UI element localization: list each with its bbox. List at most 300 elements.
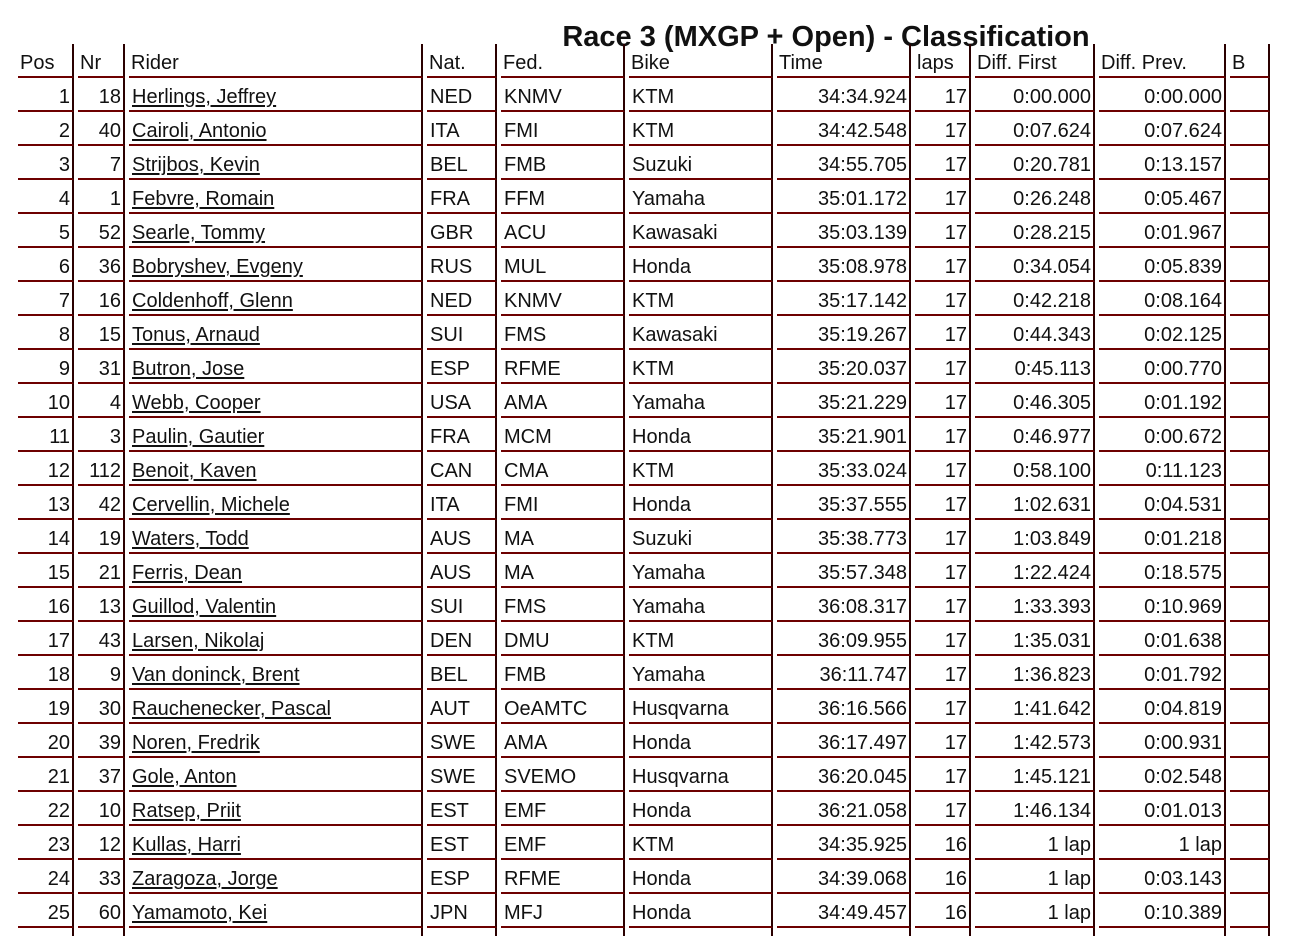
cell-best: [1230, 690, 1270, 724]
cell-best: [1230, 724, 1270, 758]
cell-fed: FMS: [501, 588, 625, 622]
cell-best: [1230, 146, 1270, 180]
cell-time: 35:19.267: [777, 316, 911, 350]
header-time: Time: [777, 44, 911, 78]
rider-link[interactable]: Gole, Anton: [132, 766, 237, 788]
cell-bike: Honda: [629, 724, 773, 758]
cell-bike: Suzuki: [629, 146, 773, 180]
cell-diff-first: 0:45.113: [975, 350, 1095, 384]
cell-time: 34:42.548: [777, 112, 911, 146]
cell-nr: 18: [78, 78, 125, 112]
cell-rider: [129, 622, 423, 656]
cell-diff-prev: [1099, 928, 1226, 936]
cell-diff-first: 1:22.424: [975, 554, 1095, 588]
rider-link[interactable]: Larsen, Nikolaj: [132, 630, 265, 652]
cell-diff-prev: 0:10.969: [1099, 588, 1226, 622]
cell-nr: 3: [78, 418, 125, 452]
table-row: [18, 656, 1270, 690]
rider-link[interactable]: Strijbos, Kevin: [132, 154, 260, 176]
cell-laps: 17: [915, 146, 971, 180]
cell-laps: 17: [915, 690, 971, 724]
cell-fed: FFM: [501, 180, 625, 214]
cell-bike: Husqvarna: [629, 758, 773, 792]
cell-pos: 7: [18, 282, 74, 316]
cell-diff-first: [975, 928, 1095, 936]
cell-pos: 8: [18, 316, 74, 350]
cell-nat: NED: [427, 78, 497, 112]
cell-nr: 1: [78, 180, 125, 214]
cell-laps: 17: [915, 622, 971, 656]
cell-nr: 112: [78, 452, 125, 486]
rider-link[interactable]: Noren, Fredrik: [132, 732, 260, 754]
cell-nr: 15: [78, 316, 125, 350]
cell-bike: [629, 928, 773, 936]
cell-nat: SWE: [427, 758, 497, 792]
cell-diff-first: 1 lap: [975, 894, 1095, 928]
header-rider: Rider: [129, 44, 423, 78]
cell-nat: GBR: [427, 214, 497, 248]
cell-rider: [129, 316, 423, 350]
cell-nr: [78, 928, 125, 936]
cell-diff-prev: 0:13.157: [1099, 146, 1226, 180]
cell-pos: 15: [18, 554, 74, 588]
cell-laps: 16: [915, 826, 971, 860]
cell-pos: 22: [18, 792, 74, 826]
cell-diff-first: 1:33.393: [975, 588, 1095, 622]
cell-diff-prev: 0:00.672: [1099, 418, 1226, 452]
cell-laps: 17: [915, 248, 971, 282]
cell-nat: EST: [427, 826, 497, 860]
cell-nr: 19: [78, 520, 125, 554]
cell-fed: FMB: [501, 656, 625, 690]
cell-fed: MA: [501, 554, 625, 588]
cell-time: 34:49.457: [777, 894, 911, 928]
header-diff-first: Diff. First: [975, 44, 1095, 78]
cell-pos: 13: [18, 486, 74, 520]
cell-pos: 3: [18, 146, 74, 180]
cell-diff-first: 1:03.849: [975, 520, 1095, 554]
cell-best: [1230, 622, 1270, 656]
cell-bike: Suzuki: [629, 520, 773, 554]
table-row: [18, 350, 1270, 384]
cell-time: 36:09.955: [777, 622, 911, 656]
cell-nat: JPN: [427, 894, 497, 928]
cell-time: 35:17.142: [777, 282, 911, 316]
cell-diff-prev: 0:03.143: [1099, 860, 1226, 894]
cell-nat: USA: [427, 384, 497, 418]
cell-time: 36:16.566: [777, 690, 911, 724]
table-row: [18, 180, 1270, 214]
rider-link[interactable]: Guillod, Valentin: [132, 596, 277, 618]
cell-best: [1230, 486, 1270, 520]
cell-diff-first: 0:34.054: [975, 248, 1095, 282]
cell-laps: 17: [915, 792, 971, 826]
cell-bike: Yamaha: [629, 656, 773, 690]
cell-pos: 5: [18, 214, 74, 248]
rider-link[interactable]: Rauchenecker, Pascal: [132, 698, 332, 720]
cell-best: [1230, 180, 1270, 214]
cell-nat: [427, 928, 497, 936]
cell-bike: Honda: [629, 486, 773, 520]
cell-fed: MUL: [501, 248, 625, 282]
page-title: Race 3 (MXGP + Open) - Classification: [562, 21, 1090, 54]
cell-pos: 9: [18, 350, 74, 384]
cell-nat: FRA: [427, 180, 497, 214]
cell-bike: Honda: [629, 792, 773, 826]
cell-nr: 31: [78, 350, 125, 384]
cell-time: 35:33.024: [777, 452, 911, 486]
rider-link[interactable]: Cervellin, Michele: [132, 494, 290, 516]
cell-fed: EMF: [501, 792, 625, 826]
cell-bike: Yamaha: [629, 588, 773, 622]
cell-best: [1230, 452, 1270, 486]
rider-link[interactable]: Ferris, Dean: [132, 562, 243, 584]
cell-rider: [129, 146, 423, 180]
cell-rider: [129, 486, 423, 520]
cell-fed: SVEMO: [501, 758, 625, 792]
cell-time: 34:39.068: [777, 860, 911, 894]
cell-rider: [129, 860, 423, 894]
cell-pos: [18, 928, 74, 936]
cell-laps: 17: [915, 520, 971, 554]
cell-fed: DMU: [501, 622, 625, 656]
cell-fed: FMB: [501, 146, 625, 180]
cell-best: [1230, 860, 1270, 894]
rider-link[interactable]: Zaragoza, Jorge: [132, 868, 278, 890]
cell-bike: Yamaha: [629, 180, 773, 214]
cell-nr: 13: [78, 588, 125, 622]
cell-nat: SUI: [427, 588, 497, 622]
cell-rider: [129, 418, 423, 452]
cell-nat: ESP: [427, 350, 497, 384]
cell-laps: 17: [915, 486, 971, 520]
cell-nat: AUS: [427, 554, 497, 588]
cell-diff-prev: 0:00.931: [1099, 724, 1226, 758]
cell-rider: [129, 690, 423, 724]
cell-time: 34:55.705: [777, 146, 911, 180]
cell-pos: 14: [18, 520, 74, 554]
header-bike: Bike: [629, 44, 773, 78]
rider-link[interactable]: Ratsep, Priit: [132, 800, 241, 822]
cell-diff-first: 1:02.631: [975, 486, 1095, 520]
table-row: [18, 78, 1270, 112]
cell-fed: FMS: [501, 316, 625, 350]
rider-link[interactable]: Van doninck, Brent: [132, 664, 300, 686]
cell-laps: 16: [915, 894, 971, 928]
cell-nat: ESP: [427, 860, 497, 894]
cell-nat: EST: [427, 792, 497, 826]
cell-diff-prev: 0:18.575: [1099, 554, 1226, 588]
cell-laps: 17: [915, 656, 971, 690]
cell-best: [1230, 792, 1270, 826]
cell-nr: 40: [78, 112, 125, 146]
cell-laps: 17: [915, 180, 971, 214]
cell-fed: EMF: [501, 826, 625, 860]
cell-nr: 12: [78, 826, 125, 860]
cell-nat: BEL: [427, 656, 497, 690]
rider-link[interactable]: Butron, Jose: [132, 358, 245, 380]
cell-diff-prev: 0:00.000: [1099, 78, 1226, 112]
cell-laps: 17: [915, 724, 971, 758]
table-row: [18, 588, 1270, 622]
cell-best: [1230, 588, 1270, 622]
cell-laps: 17: [915, 316, 971, 350]
cell-pos: 25: [18, 894, 74, 928]
cell-nr: 16: [78, 282, 125, 316]
cell-nr: 36: [78, 248, 125, 282]
cell-nat: DEN: [427, 622, 497, 656]
cell-diff-first: 1:35.031: [975, 622, 1095, 656]
cell-pos: 23: [18, 826, 74, 860]
cell-laps: 17: [915, 78, 971, 112]
cell-nr: 10: [78, 792, 125, 826]
cell-rider: [129, 894, 423, 928]
cell-diff-prev: 0:02.125: [1099, 316, 1226, 350]
cell-rider: [129, 724, 423, 758]
cell-fed: MFJ: [501, 894, 625, 928]
cell-bike: Honda: [629, 248, 773, 282]
cell-time: 36:17.497: [777, 724, 911, 758]
cell-pos: 17: [18, 622, 74, 656]
cell-diff-prev: 0:00.770: [1099, 350, 1226, 384]
cell-diff-prev: 0:01.192: [1099, 384, 1226, 418]
cell-time: 35:57.348: [777, 554, 911, 588]
cell-pos: 11: [18, 418, 74, 452]
cell-pos: 10: [18, 384, 74, 418]
classification-table: [14, 44, 1274, 936]
cell-best: [1230, 928, 1270, 936]
header-nat: Nat.: [427, 44, 497, 78]
cell-diff-first: 0:46.305: [975, 384, 1095, 418]
cell-nat: AUT: [427, 690, 497, 724]
cell-rider: [129, 758, 423, 792]
cell-nr: 30: [78, 690, 125, 724]
cell-pos: 12: [18, 452, 74, 486]
header-nr: Nr: [78, 44, 125, 78]
cell-diff-first: 0:00.000: [975, 78, 1095, 112]
cell-diff-prev: 1 lap: [1099, 826, 1226, 860]
cell-best: [1230, 758, 1270, 792]
cell-rider: [129, 112, 423, 146]
rider-link[interactable]: Bobryshev, Evgeny: [132, 256, 303, 278]
cell-nr: 60: [78, 894, 125, 928]
cell-bike: Yamaha: [629, 384, 773, 418]
cell-fed: RFME: [501, 860, 625, 894]
cell-rider: [129, 452, 423, 486]
cell-nat: AUS: [427, 520, 497, 554]
table-row: [18, 486, 1270, 520]
cell-laps: 17: [915, 350, 971, 384]
cell-diff-first: 0:26.248: [975, 180, 1095, 214]
table-row: [18, 758, 1270, 792]
table-row-partial: [18, 928, 1270, 936]
cell-best: [1230, 248, 1270, 282]
cell-time: 34:34.924: [777, 78, 911, 112]
rider-link[interactable]: Yamamoto, Kei: [132, 902, 268, 924]
cell-time: 35:03.139: [777, 214, 911, 248]
cell-time: 35:20.037: [777, 350, 911, 384]
table-row: [18, 520, 1270, 554]
cell-laps: 17: [915, 758, 971, 792]
cell-fed: AMA: [501, 724, 625, 758]
cell-nr: 4: [78, 384, 125, 418]
cell-fed: KNMV: [501, 282, 625, 316]
table-row: [18, 316, 1270, 350]
cell-rider: [129, 826, 423, 860]
cell-nat: ITA: [427, 486, 497, 520]
header-diff-prev: Diff. Prev.: [1099, 44, 1226, 78]
cell-diff-prev: 0:10.389: [1099, 894, 1226, 928]
cell-rider: [129, 588, 423, 622]
cell-fed: MA: [501, 520, 625, 554]
cell-bike: Kawasaki: [629, 214, 773, 248]
cell-diff-first: 1:45.121: [975, 758, 1095, 792]
cell-diff-prev: 0:02.548: [1099, 758, 1226, 792]
cell-diff-first: 1:42.573: [975, 724, 1095, 758]
cell-diff-first: 1:46.134: [975, 792, 1095, 826]
rider-link[interactable]: Waters, Todd: [132, 528, 249, 550]
cell-rider: [129, 180, 423, 214]
header-best: B: [1230, 44, 1270, 78]
cell-rider: [129, 656, 423, 690]
rider-link[interactable]: Tonus, Arnaud: [132, 324, 260, 346]
cell-best: [1230, 826, 1270, 860]
cell-time: 35:21.229: [777, 384, 911, 418]
table-row: [18, 248, 1270, 282]
cell-pos: 20: [18, 724, 74, 758]
cell-bike: KTM: [629, 350, 773, 384]
cell-bike: Husqvarna: [629, 690, 773, 724]
cell-fed: MCM: [501, 418, 625, 452]
cell-bike: KTM: [629, 452, 773, 486]
cell-fed: CMA: [501, 452, 625, 486]
cell-diff-prev: 0:11.123: [1099, 452, 1226, 486]
table-row: [18, 724, 1270, 758]
cell-time: 34:35.925: [777, 826, 911, 860]
table-row: [18, 452, 1270, 486]
table-row: [18, 214, 1270, 248]
cell-diff-prev: 0:01.218: [1099, 520, 1226, 554]
cell-laps: 17: [915, 282, 971, 316]
table-row: [18, 384, 1270, 418]
rider-link[interactable]: Searle, Tommy: [132, 222, 266, 244]
cell-fed: OeAMTC: [501, 690, 625, 724]
cell-best: [1230, 112, 1270, 146]
cell-diff-first: 0:07.624: [975, 112, 1095, 146]
cell-fed: FMI: [501, 486, 625, 520]
cell-laps: 17: [915, 418, 971, 452]
cell-diff-prev: 0:01.967: [1099, 214, 1226, 248]
cell-bike: KTM: [629, 112, 773, 146]
cell-diff-prev: 0:04.819: [1099, 690, 1226, 724]
cell-bike: Kawasaki: [629, 316, 773, 350]
cell-bike: Honda: [629, 894, 773, 928]
cell-nr: 21: [78, 554, 125, 588]
cell-fed: AMA: [501, 384, 625, 418]
cell-nr: 33: [78, 860, 125, 894]
cell-time: [777, 928, 911, 936]
classification-table-container: [14, 44, 1274, 936]
rider-link[interactable]: Benoit, Kaven: [132, 460, 257, 482]
cell-nat: CAN: [427, 452, 497, 486]
cell-nr: 9: [78, 656, 125, 690]
cell-laps: 17: [915, 214, 971, 248]
cell-bike: KTM: [629, 826, 773, 860]
cell-best: [1230, 384, 1270, 418]
cell-nat: SWE: [427, 724, 497, 758]
header-pos: Pos: [18, 44, 74, 78]
cell-time: 36:11.747: [777, 656, 911, 690]
cell-rider: [129, 928, 423, 936]
table-row: [18, 792, 1270, 826]
table-row: [18, 112, 1270, 146]
rider-link[interactable]: Febvre, Romain: [132, 188, 275, 210]
cell-diff-first: 1:36.823: [975, 656, 1095, 690]
cell-nr: 52: [78, 214, 125, 248]
cell-best: [1230, 418, 1270, 452]
cell-diff-first: 0:20.781: [975, 146, 1095, 180]
cell-rider: [129, 520, 423, 554]
cell-rider: [129, 214, 423, 248]
cell-fed: FMI: [501, 112, 625, 146]
cell-diff-first: 0:44.343: [975, 316, 1095, 350]
table-row: [18, 860, 1270, 894]
rider-link[interactable]: Kullas, Harri: [132, 834, 241, 856]
cell-fed: ACU: [501, 214, 625, 248]
cell-diff-first: 0:46.977: [975, 418, 1095, 452]
rider-link[interactable]: Paulin, Gautier: [132, 426, 265, 448]
cell-time: 35:21.901: [777, 418, 911, 452]
cell-time: 35:38.773: [777, 520, 911, 554]
cell-laps: 17: [915, 112, 971, 146]
rider-link[interactable]: Webb, Cooper: [132, 392, 261, 414]
cell-nr: 37: [78, 758, 125, 792]
cell-rider: [129, 78, 423, 112]
cell-rider: [129, 792, 423, 826]
cell-pos: 24: [18, 860, 74, 894]
rider-link[interactable]: Cairoli, Antonio: [132, 120, 267, 142]
cell-laps: 17: [915, 384, 971, 418]
table-row: [18, 690, 1270, 724]
cell-best: [1230, 316, 1270, 350]
cell-diff-prev: 0:01.638: [1099, 622, 1226, 656]
cell-time: 35:08.978: [777, 248, 911, 282]
cell-fed: RFME: [501, 350, 625, 384]
cell-nat: SUI: [427, 316, 497, 350]
cell-rider: [129, 248, 423, 282]
table-row: [18, 554, 1270, 588]
cell-time: 35:37.555: [777, 486, 911, 520]
header-laps: laps: [915, 44, 971, 78]
cell-pos: 4: [18, 180, 74, 214]
rider-link[interactable]: Herlings, Jeffrey: [132, 86, 277, 108]
cell-diff-prev: 0:04.531: [1099, 486, 1226, 520]
cell-time: 36:08.317: [777, 588, 911, 622]
cell-nr: 42: [78, 486, 125, 520]
rider-link[interactable]: Coldenhoff, Glenn: [132, 290, 293, 312]
cell-laps: 17: [915, 452, 971, 486]
cell-best: [1230, 894, 1270, 928]
table-row: [18, 282, 1270, 316]
cell-bike: Honda: [629, 418, 773, 452]
table-row: [18, 894, 1270, 928]
cell-rider: [129, 384, 423, 418]
cell-rider: [129, 554, 423, 588]
header-row: [18, 44, 1270, 78]
cell-diff-first: 1 lap: [975, 826, 1095, 860]
table-row: [18, 146, 1270, 180]
cell-diff-first: 1:41.642: [975, 690, 1095, 724]
